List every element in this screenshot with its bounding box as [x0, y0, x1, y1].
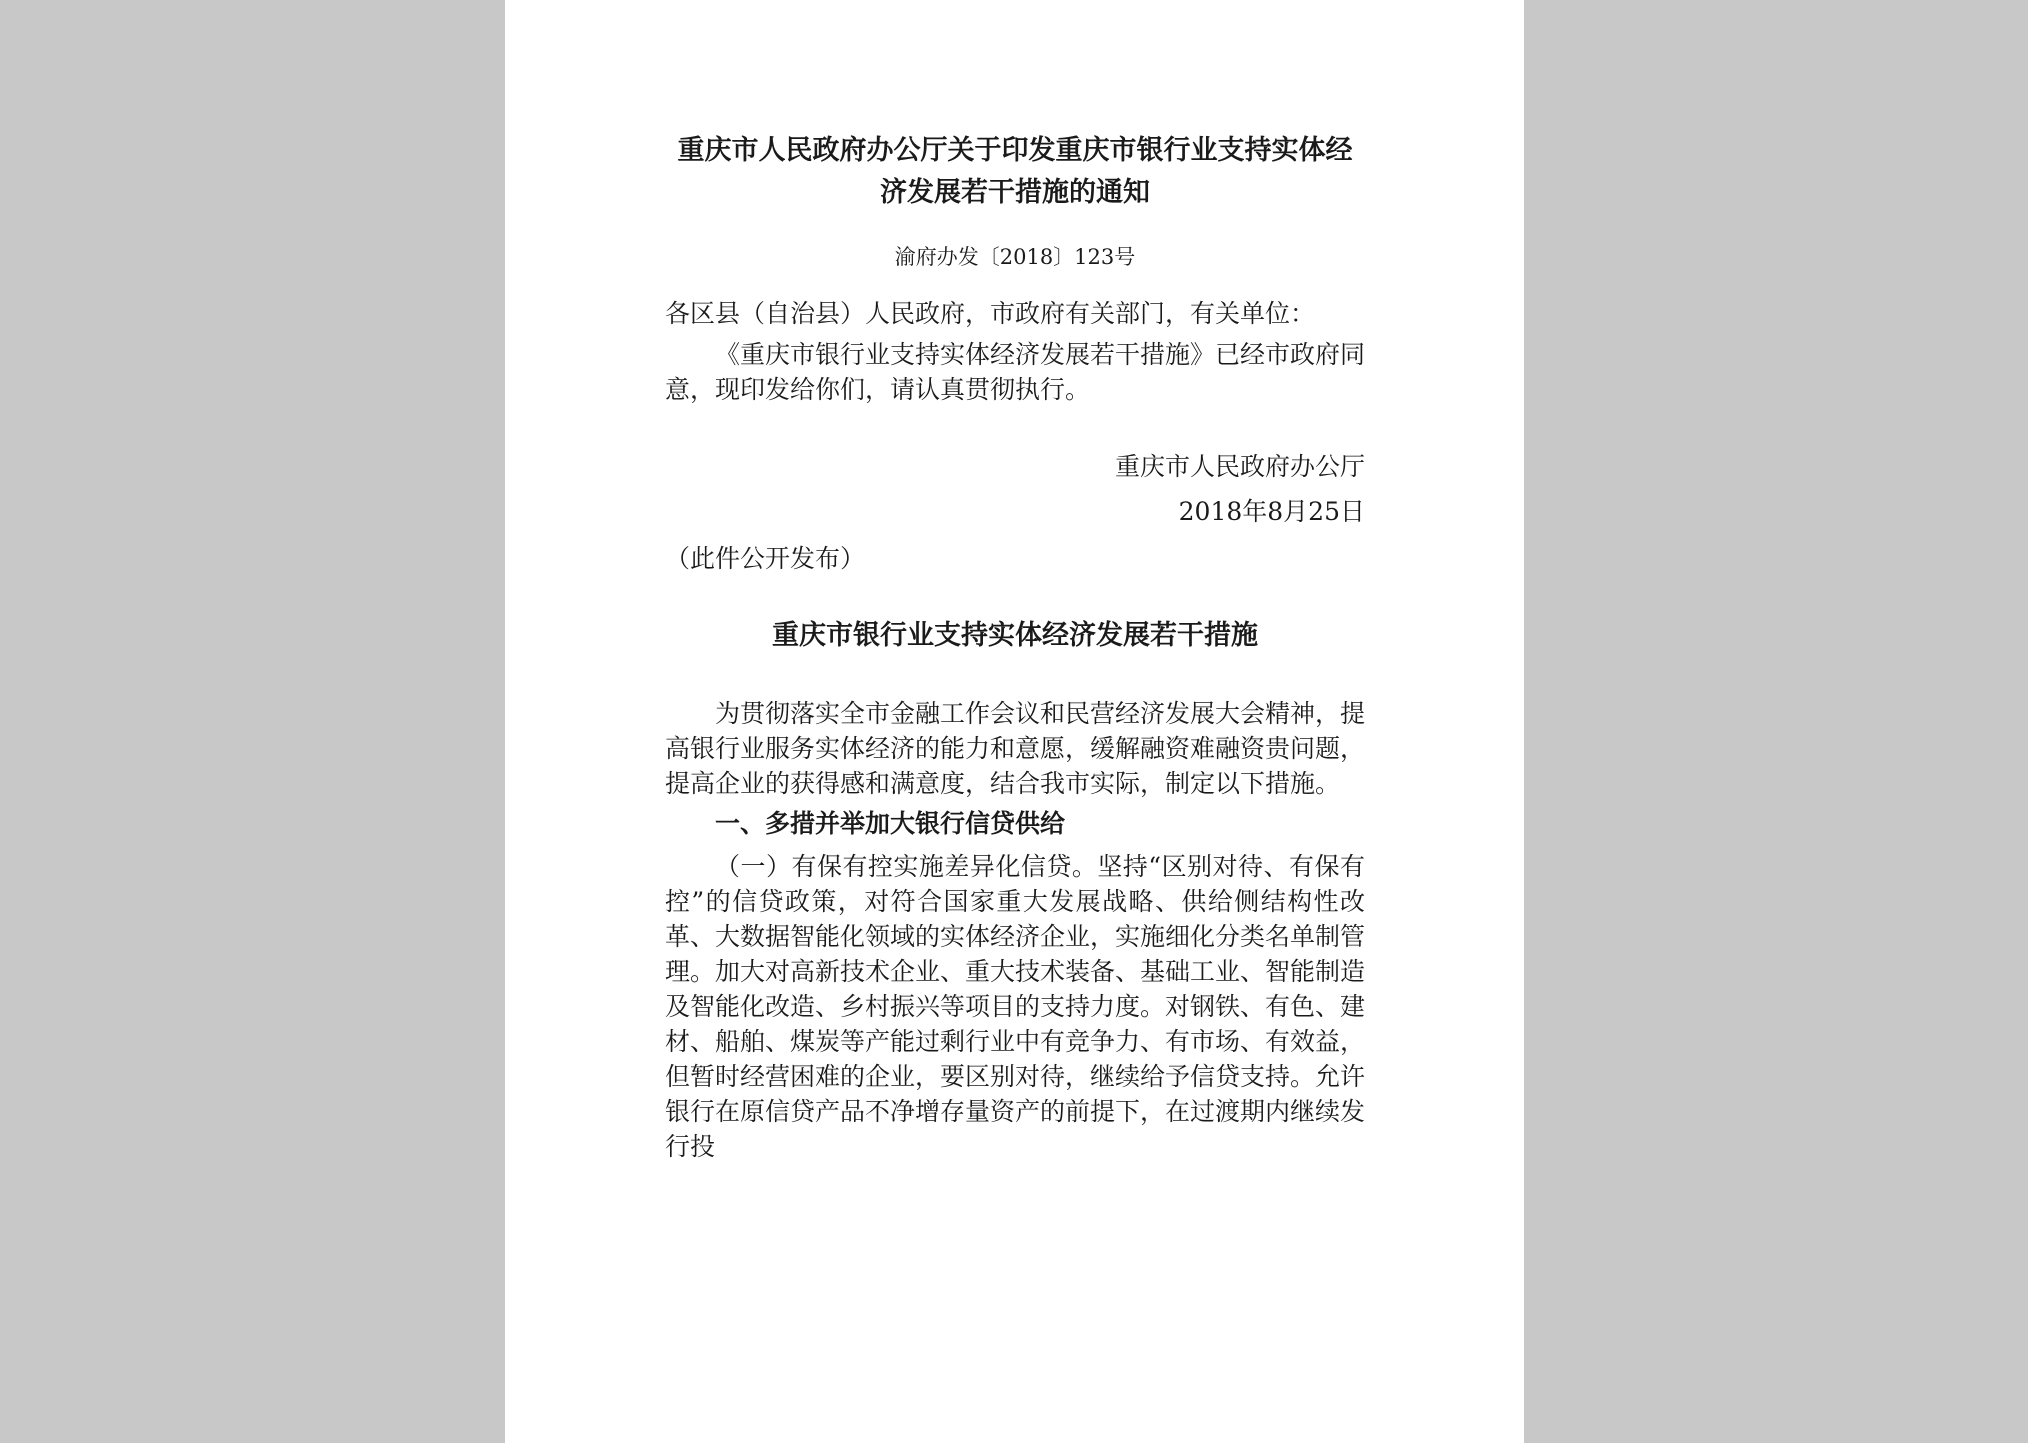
section-heading: 一、多措并举加大银行信贷供给	[715, 809, 1066, 838]
issuer-signature: 重庆市人民政府办公厅	[1114, 452, 1365, 481]
document-page	[505, 0, 1524, 1443]
document-number: 渝府办发〔2018〕123号	[894, 245, 1136, 269]
publication-note: （此件公开发布）	[665, 544, 866, 573]
issue-date: 2018年8月25日	[1178, 497, 1365, 526]
notice-body: 《重庆市银行业支持实体经济发展若干措施》已经市政府同意，现印发给你们，请认真贯彻执行。	[665, 340, 1366, 404]
page-content	[665, 130, 1365, 1164]
addressee: 各区县（自治县）人民政府，市政府有关部门，有关单位：	[665, 299, 1316, 328]
attachment-title: 重庆市银行业支持实体经济发展若干措施	[772, 620, 1258, 651]
section-paragraph: （一）有保有控实施差异化信贷。坚持“区别对待、有保有控”的信贷政策，对符合国家重大发展战略、供给侧结构性改革、大数据智能化领域的实体经济企业，实施细化分类名单制管理。加大对高新技术企业、重大技术装备、基础工业、智能制造及智能化改造、乡村振兴等项目的支持力度。对钢铁、有色、建材、船舶、煤炭等产能过剩行业中有竞争力、有市场、有效益，但暂时经营困难的企业，要区别对待，继续给予信贷支持。允许银行在原信贷产品不净增存量资产的前提下，在过渡期内继续发行投	[665, 852, 1366, 1161]
intro-paragraph: 为贯彻落实全市金融工作会议和民营经济发展大会精神，提高银行业服务实体经济的能力和意愿，缓解融资难融资贵问题，提高企业的获得感和满意度，结合我市实际，制定以下措施。	[665, 699, 1366, 798]
document-title: 重庆市人民政府办公厅关于印发重庆市银行业支持实体经济发展若干措施的通知	[677, 135, 1353, 208]
